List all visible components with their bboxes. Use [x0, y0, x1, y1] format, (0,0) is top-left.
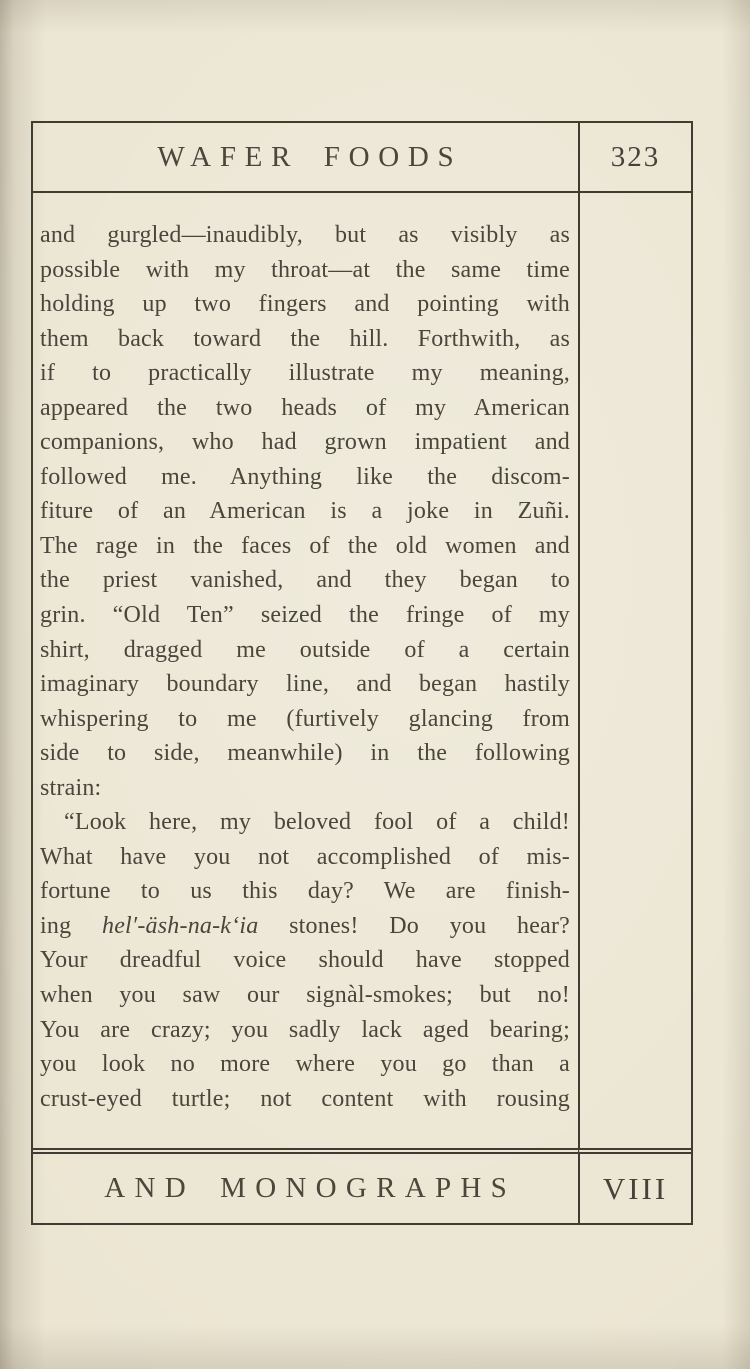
- text-line: [40, 563, 570, 598]
- text-segment: followed me. Anything like the discom-: [40, 463, 570, 490]
- text-segment: and gurgled—inaudibly, but as visibly as: [40, 222, 570, 248]
- text-line: [40, 736, 570, 771]
- text-segment: Your dreadful voice should have stopped: [40, 947, 570, 974]
- text-line: [40, 1047, 570, 1082]
- text-segment: holding up two fingers and pointing with: [40, 291, 570, 318]
- text-segment: you look no more where you go than a: [40, 1051, 570, 1078]
- text-segment: ing: [40, 912, 102, 939]
- text-segment: crust-eyed turtle; not content with rousing: [40, 1085, 570, 1112]
- text-line: [40, 287, 570, 322]
- text-segment: fortune to us this day? We are finish-: [40, 878, 570, 905]
- text-line: [40, 840, 570, 875]
- text-line: [40, 598, 570, 633]
- text-line: [40, 667, 570, 702]
- footer-volume-cell: [578, 1148, 691, 1223]
- text-line: [40, 909, 570, 944]
- right-margin-column: [578, 193, 691, 1148]
- volume-number: VIII: [602, 1170, 669, 1206]
- text-segment: grin. “Old Ten” seized the fringe of my: [40, 602, 570, 629]
- text-segment: You are crazy; you sadly lack aged bearing;: [40, 1016, 570, 1043]
- text-line: [40, 702, 570, 737]
- text-line: [40, 425, 570, 460]
- body-text: [33, 193, 578, 1148]
- series-title: AND MONOGRAPHS: [104, 1172, 516, 1204]
- text-segment: them back toward the hill. Forthwith, as: [40, 325, 570, 352]
- page-border-frame: [31, 121, 693, 1225]
- text-segment: imaginary boundary line, and began hastily: [40, 671, 570, 698]
- text-segment: “Look here, my beloved fool of a child!: [64, 809, 570, 836]
- text-segment: companions, who had grown impatient and: [40, 429, 570, 456]
- text-line: [40, 805, 570, 840]
- text-segment: The rage in the faces of the old women and: [40, 532, 570, 559]
- text-segment: fiture of an American is a joke in Zuñi.: [40, 498, 570, 525]
- text-line: [40, 391, 570, 426]
- text-line: [40, 529, 570, 564]
- text-line: [40, 494, 570, 529]
- text-segment: possible with my throat—at the same time: [40, 256, 570, 283]
- text-line: [40, 322, 570, 357]
- text-line: [40, 874, 570, 909]
- text-line: [40, 978, 570, 1013]
- italic-phrase: hel′-äsh-na-k‘ia: [102, 912, 259, 939]
- text-segment: the priest vanished, and they began to: [40, 567, 570, 594]
- text-line: [40, 943, 570, 978]
- text-segment: strain:: [40, 774, 102, 801]
- page-number: 323: [610, 140, 661, 173]
- text-line: [40, 356, 570, 391]
- text-segment: whispering to me (furtively glancing from: [40, 705, 570, 732]
- text-line: [40, 460, 570, 495]
- text-line: [40, 771, 570, 806]
- text-line: [40, 218, 570, 253]
- text-segment: side to side, meanwhile) in the following: [40, 740, 570, 767]
- running-title: WAFER FOODS: [157, 140, 463, 173]
- text-line: [40, 633, 570, 668]
- footer-series-cell: [33, 1148, 578, 1223]
- text-line: [40, 1082, 570, 1117]
- text-line: [40, 1013, 570, 1048]
- text-segment: if to practically illustrate my meaning,: [40, 360, 570, 387]
- text-segment: appeared the two heads of my American: [40, 394, 570, 421]
- text-line: [40, 253, 570, 288]
- header-title-cell: [33, 123, 578, 193]
- text-segment: when you saw our signàl-smokes; but no!: [40, 982, 570, 1009]
- text-segment: What have you not accomplished of mis-: [40, 843, 570, 870]
- header-page-number-cell: [578, 123, 691, 193]
- text-segment: stones! Do you hear?: [258, 912, 570, 939]
- text-segment: shirt, dragged me outside of a certain: [40, 636, 570, 663]
